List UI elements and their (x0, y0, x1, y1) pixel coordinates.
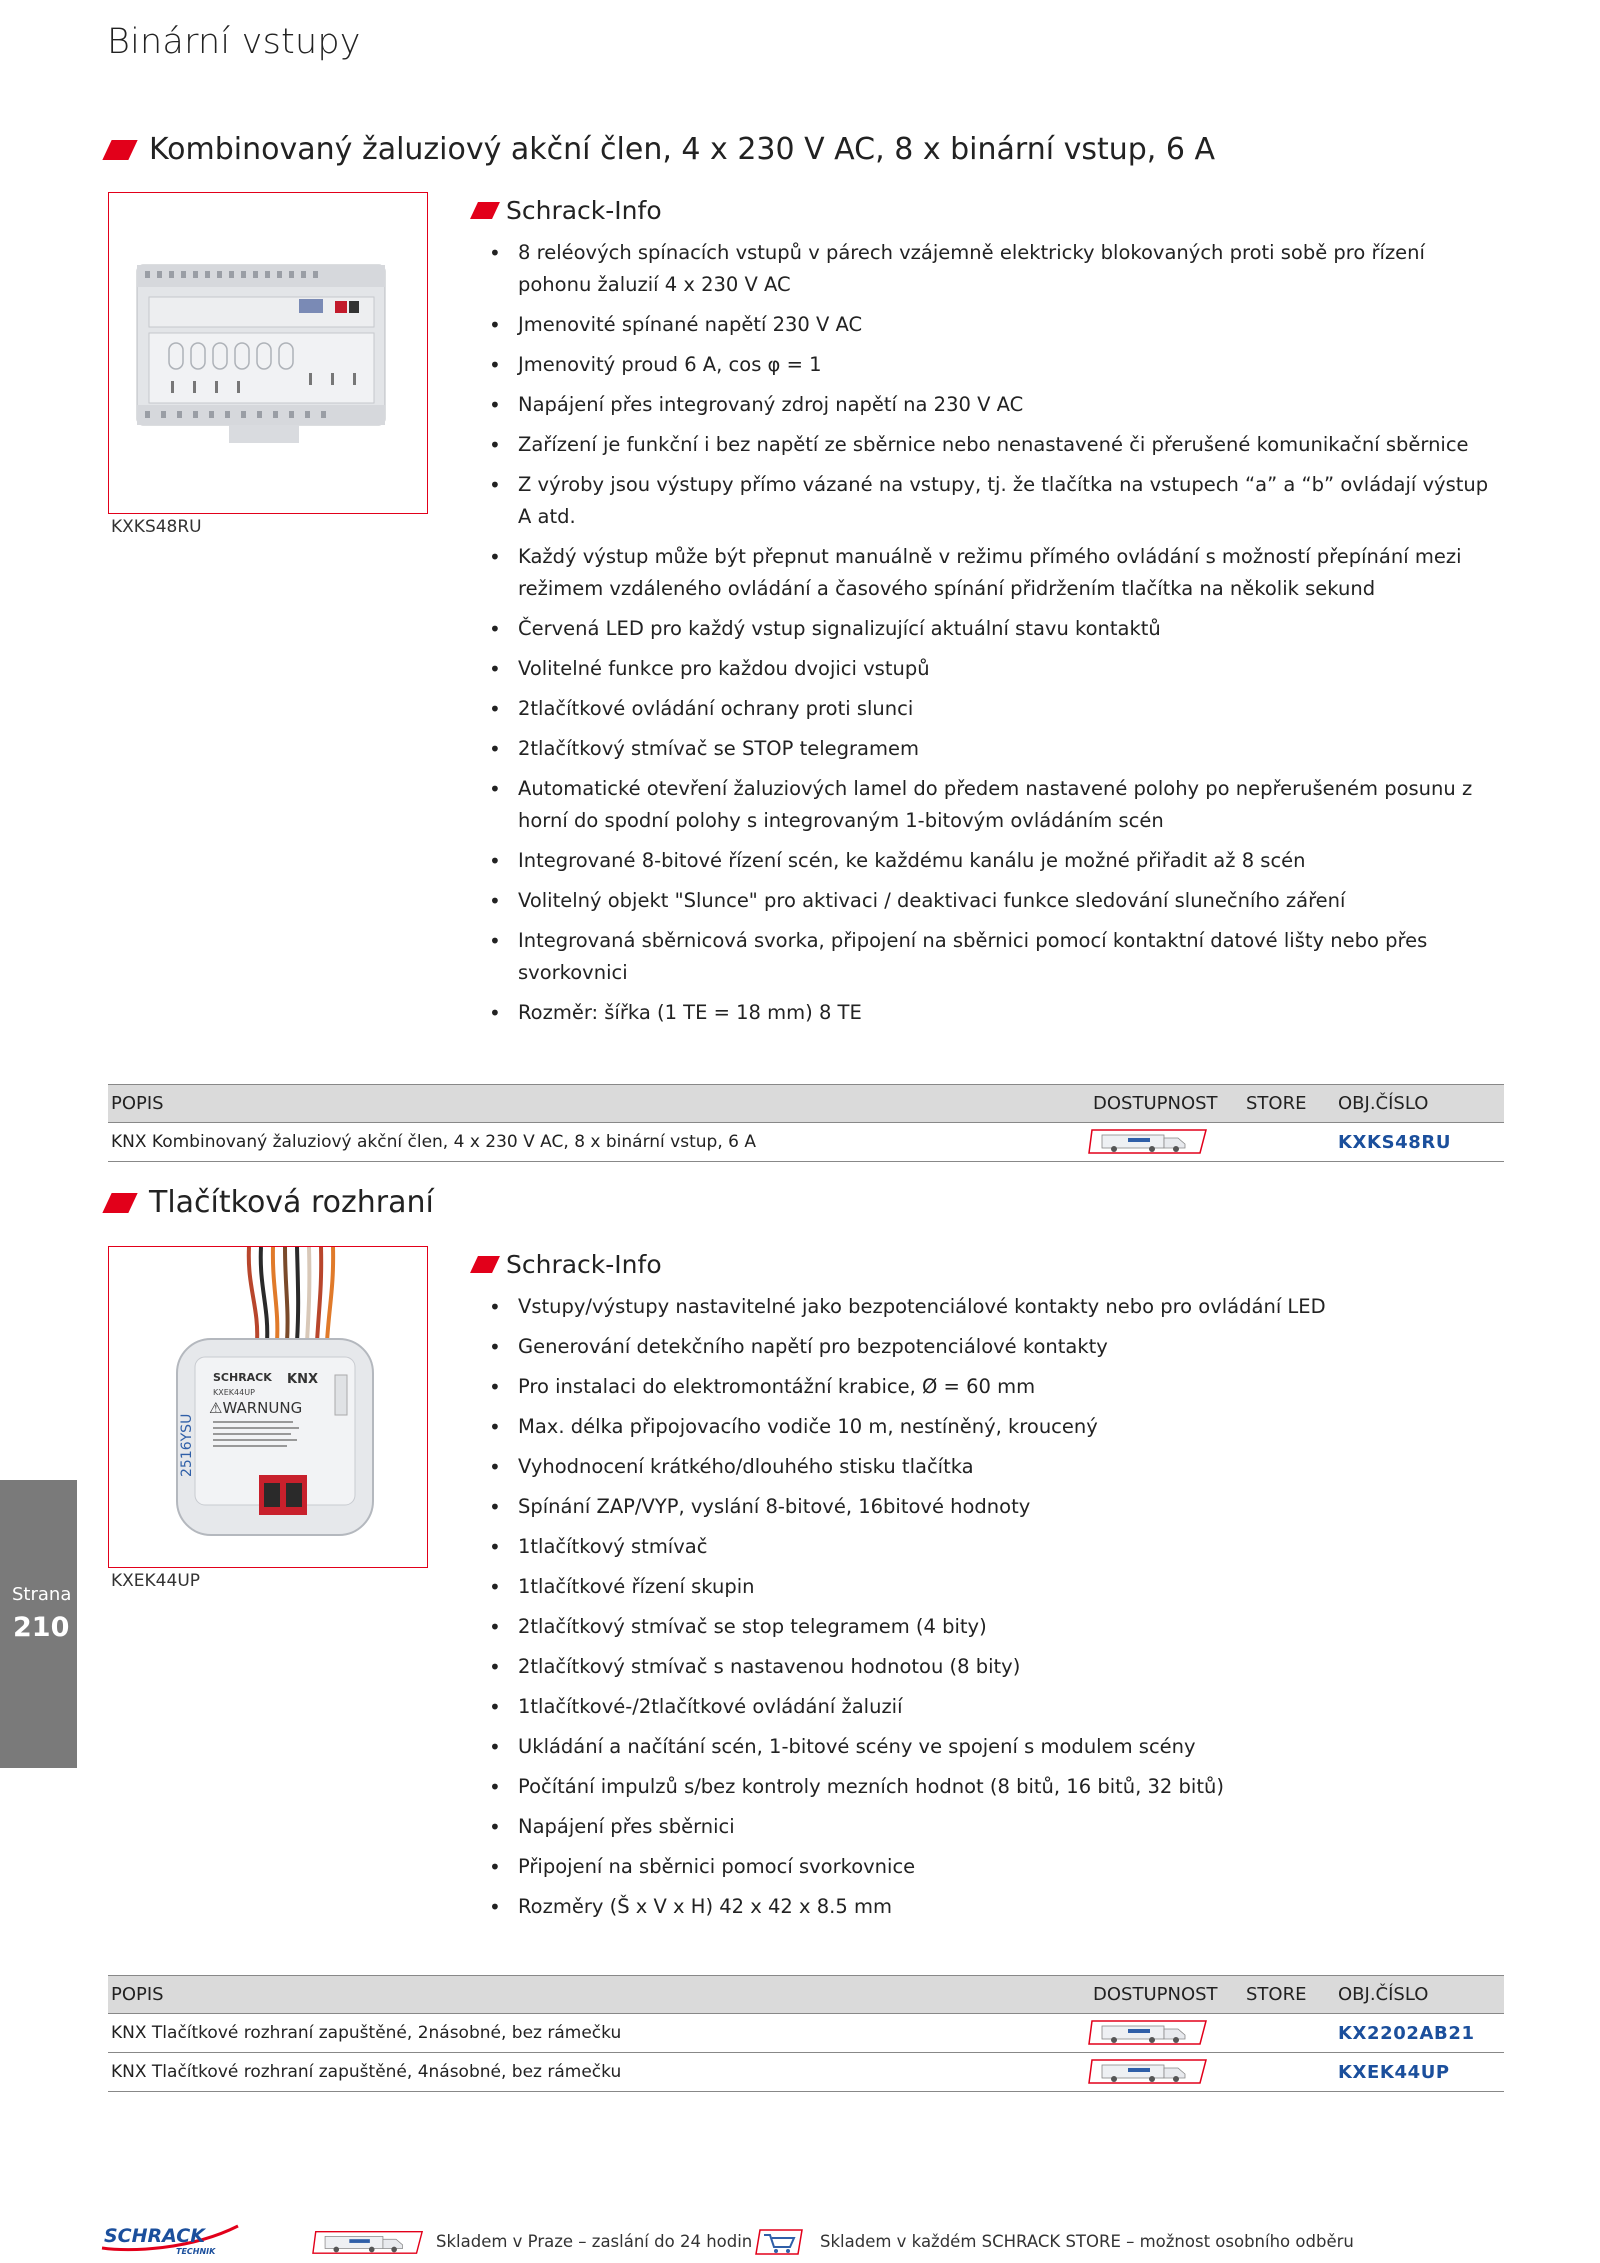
col-popis: POPIS (111, 1984, 164, 2005)
list-item: • Jmenovité spínané napětí 230 V AC (518, 309, 1503, 341)
device-knx-label: KNX (287, 1372, 318, 1387)
truck-icon (1088, 2017, 1208, 2047)
list-item: • Vyhodnocení krátkého/dlouhého stisku tlačítka (518, 1451, 1503, 1483)
logo-sub-text: TECHNIK (176, 2247, 216, 2256)
list-item: • Pro instalaci do elektromontážní krabice, Ø = 60 mm (518, 1371, 1503, 1403)
col-store: STORE (1246, 1984, 1307, 2005)
list-item: • Připojení na sběrnici pomocí svorkovnice (518, 1851, 1503, 1883)
legend-cart-text: Skladem v každém SCHRACK STORE – možnost osobního odběru (820, 2232, 1354, 2251)
col-obj: OBJ.ČÍSLO (1338, 1984, 1429, 2005)
table-row (108, 1123, 1504, 1162)
section-title-2 (107, 1185, 434, 1220)
section-title-2-text: Tlačítková rozhraní (149, 1185, 434, 1220)
col-store: STORE (1246, 1093, 1307, 1114)
section-title-1-text: Kombinovaný žaluziový akční člen, 4 x 230 V AC, 8 x binární vstup, 6 A (149, 132, 1215, 167)
list-item: • Červená LED pro každý vstup signalizující aktuální stavu kontaktů (518, 613, 1503, 645)
list-item: • 8 reléových spínacích vstupů v párech vzájemně elektricky blokovaných proti sobě pro řízení pohonu žaluzií 4 x 230 V AC (518, 237, 1503, 301)
list-item: • Integrované 8-bitové řízení scén, ke každému kanálu je možné přiřadit až 8 scén (518, 845, 1503, 877)
order-code[interactable]: KXKS48RU (1338, 1132, 1452, 1153)
schrack-logo-icon (100, 2222, 240, 2256)
list-item: • Zařízení je funkční i bez napětí ze sběrnice nebo nenastavené či přerušené komunikační sběrnice (518, 429, 1503, 461)
product-image-kxek44up (108, 1246, 428, 1568)
red-marker-icon (470, 1256, 500, 1273)
image-code-2: KXEK44UP (111, 1571, 201, 1591)
red-marker-icon (470, 202, 500, 219)
info-title-1 (474, 196, 662, 225)
list-item: • Vstupy/výstupy nastavitelné jako bezpotenciálové kontakty nebo pro ovládání LED (518, 1291, 1503, 1323)
list-item: • Volitelné funkce pro každou dvojici vstupů (518, 653, 1503, 685)
list-item: • Max. délka připojovacího vodiče 10 m, nestíněný, kroucený (518, 1411, 1503, 1443)
list-item: • 2tlačítkový stmívač s nastavenou hodnotou (8 bity) (518, 1651, 1503, 1683)
list-item: • Z výroby jsou výstupy přímo vázané na vstupy, tj. že tlačítka na vstupech “a” a “b” ovládají výstup A atd. (518, 469, 1503, 533)
list-item: • Volitelný objekt "Slunce" pro aktivaci / deaktivaci funkce sledování slunečního záření (518, 885, 1503, 917)
col-obj: OBJ.ČÍSLO (1338, 1093, 1429, 1114)
device-brand-label: SCHRACK (213, 1371, 272, 1384)
list-item: • Napájení přes integrovaný zdroj napětí na 230 V AC (518, 389, 1503, 421)
truck-icon (1088, 2056, 1208, 2086)
info-title-2-text: Schrack-Info (506, 1250, 662, 1279)
page-label: Strana (12, 1584, 72, 1605)
schrack-logo (100, 2222, 240, 2256)
list-item: • 1tlačítkové řízení skupin (518, 1571, 1503, 1603)
product-table-1 (108, 1084, 1504, 1162)
col-dostupnost: DOSTUPNOST (1093, 1984, 1218, 2005)
list-item: • Ukládání a načítání scén, 1-bitové scény ve spojení s modulem scény (518, 1731, 1503, 1763)
info-title-2 (474, 1250, 662, 1279)
table-header (108, 1084, 1504, 1123)
page-number: 210 (13, 1612, 70, 1643)
list-item: • Napájení přes sběrnici (518, 1811, 1503, 1843)
logo-text: SCHRACK (104, 2225, 205, 2247)
row-description: KNX Kombinovaný žaluziový akční člen, 4 x 230 V AC, 8 x binární vstup, 6 A (111, 1132, 756, 1152)
legend-truck-text: Skladem v Praze – zaslání do 24 hodin (436, 2232, 753, 2251)
product-table-2 (108, 1975, 1504, 2092)
col-popis: POPIS (111, 1093, 164, 1114)
din-rail-device-image (109, 193, 427, 513)
red-marker-icon (102, 1193, 137, 1213)
device-serial-label: 2516YSU (179, 1413, 195, 1477)
table-row (108, 2014, 1504, 2053)
list-item: • 1tlačítkové-/2tlačítkové ovládání žaluzií (518, 1691, 1503, 1723)
red-marker-icon (102, 140, 137, 160)
list-item: • Integrovaná sběrnicová svorka, připojení na sběrnici pomocí kontaktní datové lišty nebo přes svorkovnici (518, 925, 1503, 989)
bullet-list-1 (518, 237, 1503, 1037)
order-code[interactable]: KXEK44UP (1338, 2062, 1450, 2083)
list-item: • 2tlačítkové ovládání ochrany proti slunci (518, 693, 1503, 725)
image-code-1: KXKS48RU (111, 517, 202, 537)
list-item: • 1tlačítkový stmívač (518, 1531, 1503, 1563)
push-button-interface-image (109, 1247, 427, 1567)
list-item: • Spínání ZAP/VYP, vyslání 8-bitové, 16bitové hodnoty (518, 1491, 1503, 1523)
col-dostupnost: DOSTUPNOST (1093, 1093, 1218, 1114)
list-item: • Počítání impulzů s/bez kontroly mezních hodnot (8 bitů, 16 bitů, 32 bitů) (518, 1771, 1503, 1803)
list-item: • Automatické otevření žaluziových lamel do předem nastavené polohy po nepřerušeném posunu z horní do spodní polohy s integrovaným 1-bitovým ovládáním scén (518, 773, 1503, 837)
table-row (108, 2053, 1504, 2092)
page-title: Binární vstupy (107, 22, 361, 62)
page-number-tab (0, 1480, 77, 1768)
shopping-cart-icon (754, 2227, 804, 2257)
list-item: • 2tlačítkový stmívač se STOP telegramem (518, 733, 1503, 765)
info-title-1-text: Schrack-Info (506, 196, 662, 225)
list-item: • Generování detekčního napětí pro bezpotenciálové kontakty (518, 1331, 1503, 1363)
device-warning-label: ⚠WARNUNG (209, 1399, 303, 1417)
row-description: KNX Tlačítkové rozhraní zapuštěné, 2násobné, bez rámečku (111, 2023, 622, 2043)
order-code[interactable]: KX2202AB21 (1338, 2023, 1475, 2044)
list-item: • Rozměry (Š x V x H) 42 x 42 x 8.5 mm (518, 1891, 1503, 1923)
list-item: • Rozměr: šířka (1 TE = 18 mm) 8 TE (518, 997, 1503, 1029)
truck-icon (1088, 1126, 1208, 1156)
truck-icon (312, 2227, 424, 2257)
bullet-list-2 (518, 1291, 1503, 1931)
section-title-1 (107, 132, 1215, 167)
list-item: • Každý výstup může být přepnut manuálně v režimu přímého ovládání s možností přepínání mezi režimem vzdáleného ovládání a časového spínání přidržením tlačítka na několik sekund (518, 541, 1503, 605)
list-item: • Jmenovitý proud 6 A, cos φ = 1 (518, 349, 1503, 381)
product-image-kxks48ru (108, 192, 428, 514)
table-header (108, 1975, 1504, 2014)
list-item: • 2tlačítkový stmívač se stop telegramem (4 bity) (518, 1611, 1503, 1643)
device-model-label: KXEK44UP (213, 1388, 255, 1397)
row-description: KNX Tlačítkové rozhraní zapuštěné, 4násobné, bez rámečku (111, 2062, 622, 2082)
